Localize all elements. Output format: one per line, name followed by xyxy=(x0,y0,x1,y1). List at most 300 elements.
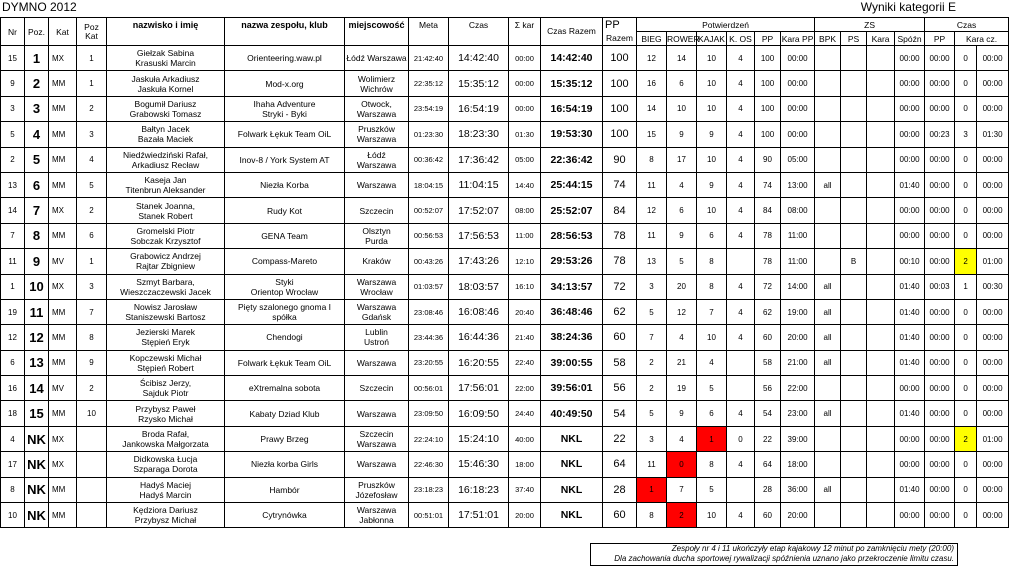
cell-bpk xyxy=(815,223,841,248)
cell-pp3: 00:00 xyxy=(925,452,955,477)
cell-bpk: all xyxy=(815,299,841,324)
cell-rower: 21 xyxy=(667,350,697,375)
cell-team: Niezła Korba xyxy=(225,172,345,197)
cell-czas: 15:46:30 xyxy=(449,452,509,477)
cell-nr: 11 xyxy=(1,249,25,274)
cell-kara-pp: 00:00 xyxy=(781,71,815,96)
cell-kat: MM xyxy=(49,325,77,350)
cell-meta: 01:03:57 xyxy=(409,274,449,299)
cell-pp3v: 0 xyxy=(955,401,977,426)
cell-kara xyxy=(867,401,895,426)
col-kara-cz: Kara cz. xyxy=(955,32,1009,46)
cell-kos: 4 xyxy=(727,401,755,426)
cell-city: Kraków xyxy=(345,249,409,274)
cell-bpk xyxy=(815,198,841,223)
cell-kara xyxy=(867,452,895,477)
footnote-line-1: Zespoły nr 4 i 11 ukończyły etap kajakowy 12 minut po zamknięciu mety (20:00) xyxy=(671,544,954,553)
cell-pp3: 00:23 xyxy=(925,122,955,147)
cell-kajak: 10 xyxy=(697,46,727,71)
cell-city: Warszawa Jabłonna xyxy=(345,503,409,528)
cell-kar: 37:40 xyxy=(509,477,541,502)
cell-razem: NKL xyxy=(541,477,603,502)
cell-bieg: 5 xyxy=(637,401,667,426)
cell-nr: 9 xyxy=(1,71,25,96)
cell-names: Grabowicz Andrzej Rajtar Zbigniew xyxy=(107,249,225,274)
cell-kara xyxy=(867,299,895,324)
cell-city: Warszawa xyxy=(345,401,409,426)
cell-kat: MX xyxy=(49,198,77,223)
cell-nr: 2 xyxy=(1,147,25,172)
cell-kat: MM xyxy=(49,172,77,197)
cell-names: Przybysz Paweł Rzysko Michał xyxy=(107,401,225,426)
cell-kos: 0 xyxy=(727,426,755,451)
cell-kar: 11:00 xyxy=(509,223,541,248)
table-row xyxy=(1,401,1009,426)
cell-czas: 17:43:26 xyxy=(449,249,509,274)
cell-kat: MX xyxy=(49,274,77,299)
cell-kara-pp: 22:00 xyxy=(781,376,815,401)
cell-bieg: 7 xyxy=(637,325,667,350)
cell-city: Szczecin xyxy=(345,376,409,401)
cell-poz-kat xyxy=(77,426,107,451)
cell-pp3v: 0 xyxy=(955,198,977,223)
table-row xyxy=(1,122,1009,147)
cell-nr: 15 xyxy=(1,46,25,71)
cell-kos: 4 xyxy=(727,503,755,528)
cell-meta: 22:35:12 xyxy=(409,71,449,96)
cell-team: Mod-x.org xyxy=(225,71,345,96)
cell-kajak: 10 xyxy=(697,71,727,96)
cell-pp3v: 0 xyxy=(955,299,977,324)
cell-poz-kat xyxy=(77,477,107,502)
cell-pp: 60 xyxy=(603,325,637,350)
cell-spozn: 00:00 xyxy=(895,198,925,223)
cell-names: Broda Rafał, Jankowska Małgorzata xyxy=(107,426,225,451)
cell-pp3: 00:00 xyxy=(925,299,955,324)
cell-kar: 40:00 xyxy=(509,426,541,451)
cell-poz: 2 xyxy=(25,71,49,96)
cell-poz: 1 xyxy=(25,46,49,71)
cell-bieg: 12 xyxy=(637,198,667,223)
document-title: DYMNO 2012 xyxy=(2,0,77,14)
cell-nr: 14 xyxy=(1,198,25,223)
cell-poz: 13 xyxy=(25,350,49,375)
cell-pp: 72 xyxy=(603,274,637,299)
table-row xyxy=(1,325,1009,350)
cell-bpk: all xyxy=(815,477,841,502)
cell-kajak: 5 xyxy=(697,376,727,401)
cell-kos: 4 xyxy=(727,198,755,223)
cell-ps xyxy=(841,46,867,71)
cell-kara-pp: 08:00 xyxy=(781,198,815,223)
cell-kara-cz: 00:00 xyxy=(977,223,1009,248)
cell-razem: NKL xyxy=(541,426,603,451)
cell-poz: NK xyxy=(25,426,49,451)
cell-city: Szczecin xyxy=(345,198,409,223)
cell-team: Cytrynówka xyxy=(225,503,345,528)
cell-pp3v: 0 xyxy=(955,325,977,350)
cell-ps xyxy=(841,147,867,172)
cell-bpk: all xyxy=(815,325,841,350)
cell-kara xyxy=(867,376,895,401)
cell-rower: 19 xyxy=(667,376,697,401)
col-kat: Kat xyxy=(49,18,77,46)
cell-pp3: 00:00 xyxy=(925,96,955,121)
cell-kos: 4 xyxy=(727,122,755,147)
cell-ps xyxy=(841,274,867,299)
cell-bpk xyxy=(815,376,841,401)
document-subtitle: Wyniki kategorii E xyxy=(860,0,956,14)
cell-meta: 21:42:40 xyxy=(409,46,449,71)
cell-city: Szczecin Warszawa xyxy=(345,426,409,451)
cell-razem: 19:53:30 xyxy=(541,122,603,147)
cell-pp2: 100 xyxy=(755,46,781,71)
cell-kajak: 5 xyxy=(697,477,727,502)
cell-pp2: 78 xyxy=(755,223,781,248)
cell-pp3: 00:00 xyxy=(925,198,955,223)
table-row xyxy=(1,223,1009,248)
cell-kara xyxy=(867,96,895,121)
table-row xyxy=(1,274,1009,299)
cell-bieg: 12 xyxy=(637,46,667,71)
cell-nr: 3 xyxy=(1,96,25,121)
cell-kos: 4 xyxy=(727,223,755,248)
table-row xyxy=(1,46,1009,71)
cell-razem: 34:13:57 xyxy=(541,274,603,299)
cell-poz-kat: 7 xyxy=(77,299,107,324)
cell-nr: 5 xyxy=(1,122,25,147)
cell-city: Pruszków Józefosław xyxy=(345,477,409,502)
cell-city: Łódź Warszawa xyxy=(345,147,409,172)
cell-pp: 62 xyxy=(603,299,637,324)
cell-razem: NKL xyxy=(541,452,603,477)
cell-bieg: 5 xyxy=(637,299,667,324)
cell-kos: 4 xyxy=(727,325,755,350)
cell-czas: 18:03:57 xyxy=(449,274,509,299)
cell-kar: 24:40 xyxy=(509,401,541,426)
cell-bpk xyxy=(815,452,841,477)
cell-nr: 10 xyxy=(1,503,25,528)
col-city: miejscowość xyxy=(345,18,409,32)
cell-kos xyxy=(727,350,755,375)
cell-pp: 54 xyxy=(603,401,637,426)
cell-pp2: 62 xyxy=(755,299,781,324)
cell-poz-kat xyxy=(77,452,107,477)
cell-kajak: 8 xyxy=(697,452,727,477)
cell-poz-kat: 10 xyxy=(77,401,107,426)
cell-meta: 00:52:07 xyxy=(409,198,449,223)
cell-kara xyxy=(867,477,895,502)
cell-kara-pp: 00:00 xyxy=(781,96,815,121)
cell-czas: 17:36:42 xyxy=(449,147,509,172)
cell-city: Wolimierz Wichrów xyxy=(345,71,409,96)
cell-kar: 20:40 xyxy=(509,299,541,324)
cell-city: Warszawa Wrocław xyxy=(345,274,409,299)
cell-pp: 22 xyxy=(603,426,637,451)
col-meta: Meta xyxy=(409,18,449,32)
cell-pp2: 58 xyxy=(755,350,781,375)
cell-bieg: 14 xyxy=(637,96,667,121)
table-row xyxy=(1,376,1009,401)
cell-razem: 39:56:01 xyxy=(541,376,603,401)
cell-ps xyxy=(841,96,867,121)
cell-kat: MM xyxy=(49,147,77,172)
col-ps: PS xyxy=(841,32,867,46)
col-czas2: Czas xyxy=(925,18,1009,32)
cell-razem: 39:00:55 xyxy=(541,350,603,375)
cell-pp: 100 xyxy=(603,122,637,147)
cell-kar: 00:00 xyxy=(509,71,541,96)
cell-bieg: 2 xyxy=(637,376,667,401)
cell-poz: 7 xyxy=(25,198,49,223)
cell-poz-kat: 1 xyxy=(77,71,107,96)
cell-spozn: 00:00 xyxy=(895,46,925,71)
cell-spozn: 01:40 xyxy=(895,350,925,375)
cell-team: Hambór xyxy=(225,477,345,502)
cell-pp3v: 0 xyxy=(955,452,977,477)
cell-poz: NK xyxy=(25,452,49,477)
cell-pp3: 00:00 xyxy=(925,147,955,172)
cell-rower: 2 xyxy=(667,503,697,528)
cell-bpk xyxy=(815,147,841,172)
cell-kara xyxy=(867,198,895,223)
cell-bieg: 3 xyxy=(637,426,667,451)
cell-kos: 4 xyxy=(727,452,755,477)
cell-names: Bałtyn Jacek Bazała Maciek xyxy=(107,122,225,147)
col-kara-pp: Kara PP xyxy=(781,33,814,44)
cell-pp: 78 xyxy=(603,249,637,274)
table-row xyxy=(1,503,1009,528)
cell-kat: MM xyxy=(49,223,77,248)
cell-czas: 16:08:46 xyxy=(449,299,509,324)
cell-nr: 6 xyxy=(1,350,25,375)
cell-pp3v: 0 xyxy=(955,503,977,528)
cell-czas: 17:56:01 xyxy=(449,376,509,401)
cell-meta: 01:23:30 xyxy=(409,122,449,147)
cell-spozn: 00:00 xyxy=(895,223,925,248)
cell-pp: 100 xyxy=(603,71,637,96)
cell-kat: MM xyxy=(49,71,77,96)
cell-poz: 5 xyxy=(25,147,49,172)
cell-kat: MM xyxy=(49,299,77,324)
cell-razem: 36:48:46 xyxy=(541,299,603,324)
cell-meta: 18:04:15 xyxy=(409,172,449,197)
cell-kajak: 8 xyxy=(697,274,727,299)
cell-pp3: 00:00 xyxy=(925,172,955,197)
cell-bieg: 8 xyxy=(637,503,667,528)
cell-razem: 25:52:07 xyxy=(541,198,603,223)
col-zs: ZS xyxy=(815,18,925,32)
cell-rower: 4 xyxy=(667,426,697,451)
col-team: nazwa zespołu, klub xyxy=(225,18,345,32)
col-czas: Czas xyxy=(449,18,509,32)
cell-city: Łódź Warszawa xyxy=(345,46,409,71)
cell-pp2: 64 xyxy=(755,452,781,477)
cell-pp2: 100 xyxy=(755,96,781,121)
cell-pp3v: 2 xyxy=(955,249,977,274)
cell-rower: 0 xyxy=(667,452,697,477)
cell-team: Folwark Łękuk Team OiL xyxy=(225,350,345,375)
cell-poz-kat: 1 xyxy=(77,249,107,274)
cell-kos xyxy=(727,249,755,274)
cell-team: Chendogi xyxy=(225,325,345,350)
cell-kar: 05:00 xyxy=(509,147,541,172)
cell-pp2: 74 xyxy=(755,172,781,197)
cell-meta: 23:44:36 xyxy=(409,325,449,350)
cell-ps xyxy=(841,401,867,426)
cell-bieg: 11 xyxy=(637,223,667,248)
cell-kat: MM xyxy=(49,350,77,375)
cell-pp2: 60 xyxy=(755,503,781,528)
cell-pp2: 78 xyxy=(755,249,781,274)
cell-kar: 14:40 xyxy=(509,172,541,197)
cell-kar: 00:00 xyxy=(509,96,541,121)
cell-city: Warszawa Gdańsk xyxy=(345,299,409,324)
cell-city: Otwock, Warszawa xyxy=(345,96,409,121)
col-poz: Poz. xyxy=(25,18,49,46)
cell-kara-cz: 00:00 xyxy=(977,96,1009,121)
cell-pp3v: 0 xyxy=(955,223,977,248)
cell-pp3v: 0 xyxy=(955,71,977,96)
cell-kajak: 8 xyxy=(697,249,727,274)
cell-bpk: all xyxy=(815,172,841,197)
cell-poz: 4 xyxy=(25,122,49,147)
cell-city: Warszawa xyxy=(345,452,409,477)
cell-kat: MM xyxy=(49,122,77,147)
cell-kara-cz: 00:00 xyxy=(977,147,1009,172)
cell-pp3: 00:00 xyxy=(925,350,955,375)
cell-rower: 9 xyxy=(667,122,697,147)
cell-pp3v: 0 xyxy=(955,96,977,121)
cell-razem: 38:24:36 xyxy=(541,325,603,350)
cell-poz: NK xyxy=(25,477,49,502)
col-kos: K. OS xyxy=(727,32,755,46)
cell-bpk xyxy=(815,503,841,528)
cell-pp2: 84 xyxy=(755,198,781,223)
cell-czas: 17:52:07 xyxy=(449,198,509,223)
cell-spozn: 00:00 xyxy=(895,147,925,172)
cell-ps xyxy=(841,325,867,350)
cell-kara-pp: 19:00 xyxy=(781,299,815,324)
cell-kara-pp: 39:00 xyxy=(781,426,815,451)
cell-kara xyxy=(867,503,895,528)
cell-kos: 4 xyxy=(727,46,755,71)
col-rower: ROWER xyxy=(667,33,700,44)
cell-kos: 4 xyxy=(727,147,755,172)
cell-rower: 9 xyxy=(667,401,697,426)
cell-pp3: 00:00 xyxy=(925,71,955,96)
cell-kajak: 1 xyxy=(697,426,727,451)
cell-kar: 20:00 xyxy=(509,503,541,528)
cell-poz: 9 xyxy=(25,249,49,274)
cell-kos xyxy=(727,477,755,502)
cell-kara xyxy=(867,147,895,172)
cell-kat: MX xyxy=(49,46,77,71)
footnote xyxy=(590,543,958,566)
cell-spozn: 01:40 xyxy=(895,299,925,324)
cell-kara xyxy=(867,325,895,350)
cell-razem: 16:54:19 xyxy=(541,96,603,121)
cell-pp2: 60 xyxy=(755,325,781,350)
cell-kar: 12:10 xyxy=(509,249,541,274)
cell-poz-kat: 5 xyxy=(77,172,107,197)
cell-pp3: 00:00 xyxy=(925,325,955,350)
cell-kara-cz: 00:00 xyxy=(977,198,1009,223)
cell-meta: 00:56:01 xyxy=(409,376,449,401)
cell-names: Kaseja Jan Titenbrun Aleksander xyxy=(107,172,225,197)
table-row xyxy=(1,452,1009,477)
cell-city: Warszawa xyxy=(345,172,409,197)
cell-team: Orienteering.waw.pl xyxy=(225,46,345,71)
cell-kara xyxy=(867,350,895,375)
cell-kara xyxy=(867,426,895,451)
cell-team: Rudy Kot xyxy=(225,198,345,223)
col-sigma-kar: Σ kar xyxy=(509,18,541,32)
cell-kara-pp: 05:00 xyxy=(781,147,815,172)
cell-kos xyxy=(727,376,755,401)
cell-kara-cz: 00:00 xyxy=(977,477,1009,502)
footnote-line-2: Dla zachowania ducha sportowej rywalizacji spóźnienia uznano jako przekroczenie limitu czasu. xyxy=(614,554,954,563)
cell-pp3v: 0 xyxy=(955,376,977,401)
cell-team: Prawy Brzeg xyxy=(225,426,345,451)
col-kajak: KAJAK xyxy=(698,33,725,44)
cell-nr: 13 xyxy=(1,172,25,197)
cell-ps xyxy=(841,477,867,502)
table-row xyxy=(1,71,1009,96)
cell-kara-pp: 20:00 xyxy=(781,503,815,528)
cell-pp2: 54 xyxy=(755,401,781,426)
cell-pp3: 00:00 xyxy=(925,376,955,401)
cell-rower: 14 xyxy=(667,46,697,71)
cell-bpk: all xyxy=(815,350,841,375)
cell-kar: 00:00 xyxy=(509,46,541,71)
cell-kara xyxy=(867,274,895,299)
cell-poz-kat: 3 xyxy=(77,122,107,147)
cell-spozn: 00:00 xyxy=(895,503,925,528)
cell-poz-kat: 2 xyxy=(77,96,107,121)
cell-names: Jaskuła Arkadiusz Jaskuła Kornel xyxy=(107,71,225,96)
cell-team: Ihaha Adventure Stryki - Byki xyxy=(225,96,345,121)
cell-bieg: 8 xyxy=(637,147,667,172)
cell-razem: 28:56:53 xyxy=(541,223,603,248)
cell-pp: 100 xyxy=(603,46,637,71)
cell-spozn: 00:00 xyxy=(895,71,925,96)
cell-kara-pp: 21:00 xyxy=(781,350,815,375)
cell-kajak: 10 xyxy=(697,147,727,172)
cell-nr: 1 xyxy=(1,274,25,299)
cell-kajak: 6 xyxy=(697,401,727,426)
cell-meta: 22:46:30 xyxy=(409,452,449,477)
col-pp-razem: Razem xyxy=(603,32,637,46)
cell-poz-kat: 4 xyxy=(77,147,107,172)
cell-kajak: 6 xyxy=(697,223,727,248)
cell-kara xyxy=(867,172,895,197)
table-row xyxy=(1,477,1009,502)
table-row xyxy=(1,198,1009,223)
cell-kara-cz: 00:00 xyxy=(977,401,1009,426)
cell-kat: MM xyxy=(49,401,77,426)
cell-pp2: 100 xyxy=(755,71,781,96)
cell-czas: 11:04:15 xyxy=(449,172,509,197)
cell-pp2: 100 xyxy=(755,122,781,147)
cell-kar: 22:40 xyxy=(509,350,541,375)
cell-spozn: 00:00 xyxy=(895,376,925,401)
cell-nr: 18 xyxy=(1,401,25,426)
cell-kara-pp: 00:00 xyxy=(781,122,815,147)
cell-pp3v: 0 xyxy=(955,477,977,502)
col-nr: Nr xyxy=(1,18,25,46)
cell-meta: 00:36:42 xyxy=(409,147,449,172)
